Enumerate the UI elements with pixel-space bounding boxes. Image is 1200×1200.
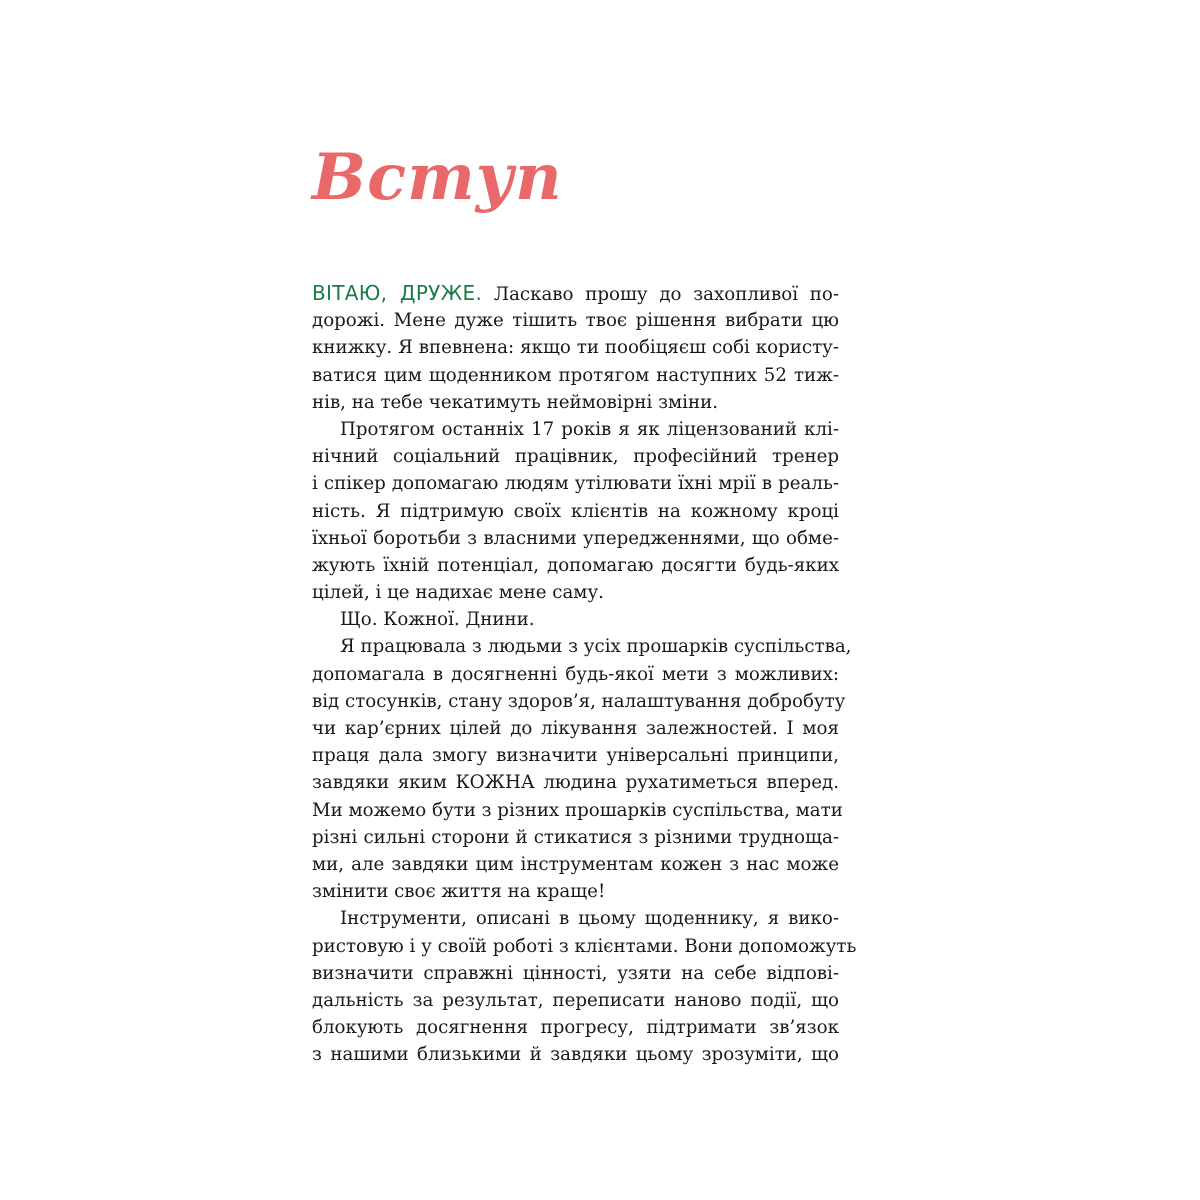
text-line: ми, але завдяки цим інструментам кожен з нас може [312,853,839,875]
text-line: від стосунків, стану здоров’я, налаштування добробуту [312,690,846,712]
text-line: дорожі. Мене дуже тішить твоє рішення вибрати цю [312,310,839,332]
text-line: ВІТАЮ, ДРУЖЕ. Ласкаво прошу до захопливої по- [312,281,839,305]
text-line: чи кар’єрних цілей до лікування залежностей. І моя [312,718,839,739]
text-line: Я працювала з людьми з усіх прошарків суспільства, [340,636,852,658]
text-line: ватися цим щоденником протягом наступних 52 тиж- [312,364,839,386]
text-line: завдяки яким КОЖНА людина рухатиметься вперед. [312,772,839,794]
body-text [312,280,857,1068]
text-line: з нашими близькими й завдяки цьому зрозуміти, що [312,1044,839,1066]
text-line: Ми можемо бути з різних прошарків суспільства, мати [312,799,843,821]
text-line: жують їхній потенціал, допомагаю досягти будь-яких [312,554,839,576]
text-line: Що. Кожної. Днини. [340,609,535,631]
text-line: ність. Я підтримую своїх клієнтів на кожному кроці [312,500,839,522]
text-line: їхньої боротьби з власними упередженнями, що обме- [312,527,839,549]
text-line: дальність за результат, переписати наново події, що [312,989,839,1011]
text-line: блокують досягнення прогресу, підтримати зв’язок [312,1017,839,1039]
text-line: допомагала в досягненні будь-якої мети з можливих: [312,663,839,685]
text-line: нічний соціальний працівник, професійний тренер [312,446,839,468]
text-line: визначити справжні цінності, узяти на себе відпові- [312,962,839,984]
text-line: і спікер допомагаю людям утілювати їхні мрії в реаль- [312,473,839,495]
text-line: ристовую і у своїй роботі з клієнтами. Вони допоможуть [312,935,857,957]
text-line: книжку. Я впевнена: якщо ти пообіцяєш собі користу- [312,337,839,359]
greeting-lead-in: ВІТАЮ, ДРУЖЕ. [312,281,483,305]
text-line: Протягом останніх 17 років я як ліцензований клі- [340,418,839,440]
text-line: нів, на тебе чекатимуть неймовірні зміни. [312,391,719,413]
text-line: різні сильні сторони й стикатися з різними труднoща- [312,826,839,848]
chapter-title: Вступ [312,140,563,215]
text-line: змінити своє життя на краще! [312,881,606,903]
text-line: цілей, і це надихає мене саму. [312,582,604,604]
text-line: праця дала змогу визначити універсальні принципи, [312,745,839,767]
text-line: Інструменти, описані в цьому щоденнику, я вико- [340,908,839,930]
